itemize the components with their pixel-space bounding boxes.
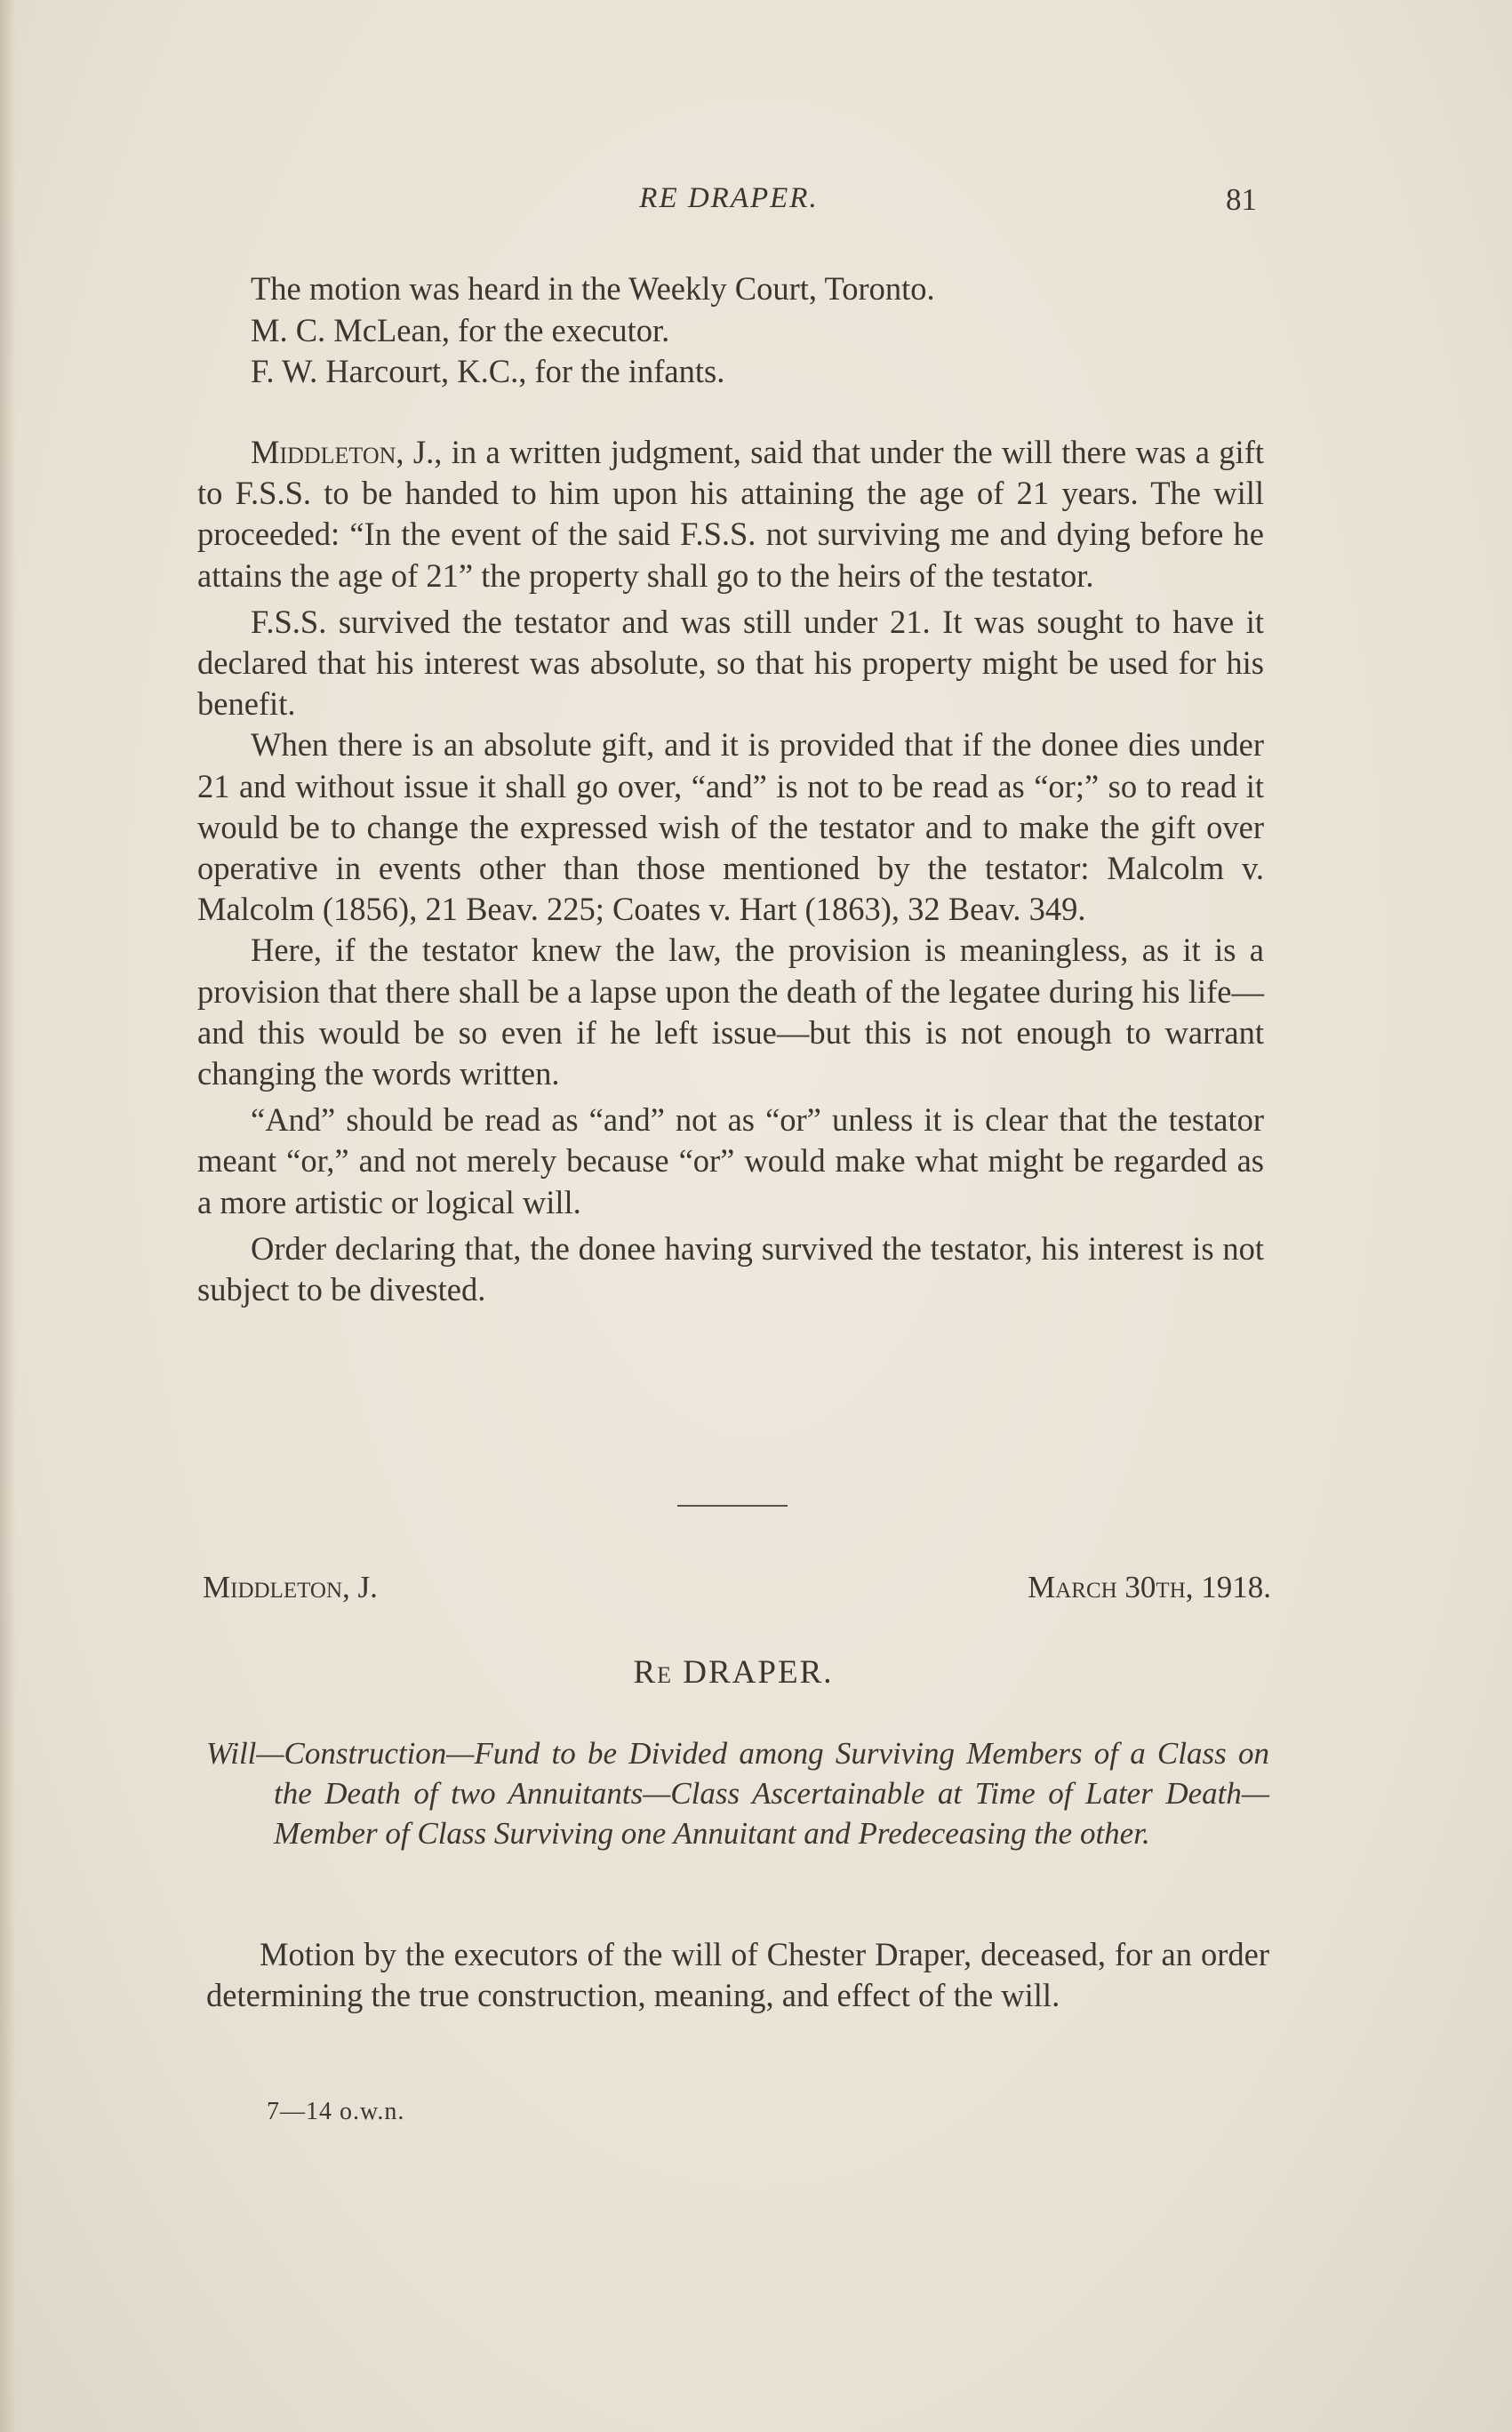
counsel-line: The motion was heard in the Weekly Court, Toronto.: [251, 270, 935, 307]
headnote-text: Will—Construction—Fund to be Divided among Surviving Members of a Class on the Death of two Annuitants—Class Ascertainable at Time of Later Death—Member of Class Surviving one Annuitant and Predeceasing the other.: [206, 1736, 1269, 1851]
running-head-title: RE DRAPER.: [639, 182, 819, 214]
counsel-line: M. C. McLean, for the executor.: [251, 311, 670, 348]
section-divider: [677, 1505, 788, 1507]
judgment-paragraph: Middleton, J., in a written judgment, said that under the will there was a gift to F.S.S. to be handed to him upon his attaining the age of 21 years. The will proceeded: “In the event of the said F.S.S. not surviving me and dying before he attains the age of 21” the property shall go to the heirs of the testator.: [197, 434, 1264, 594]
page-number: 81: [1226, 182, 1257, 217]
case-title: Re DRAPER.: [633, 1654, 834, 1691]
judgment-paragraph: When there is an absolute gift, and it is provided that if the donee dies under 21 and without issue it shall go over, “and” is not to be read as “or;” so to read it would be to change the expressed wish of the testator and to make the gift over operative in events other than those mentioned by the testator: Malcolm v. Malcolm (1856), 21 Beav. 225; Coates v. Hart (1863), 32 Beav. 349.: [197, 726, 1264, 928]
headnote: [206, 1733, 1269, 1853]
case-date: March 30th, 1918.: [1028, 1570, 1271, 1604]
motion-text: [206, 1934, 1269, 2016]
case-judge: Middleton, J.: [203, 1570, 378, 1604]
judge-name: Middleton: [251, 434, 396, 470]
counsel-block: [251, 268, 1264, 393]
motion-paragraph: Motion by the executors of the will of Chester Draper, deceased, for an order determining the true construction, meaning, and effect of the will.: [206, 1936, 1269, 2014]
case-header: [203, 1570, 1271, 1614]
judgment-paragraph: Here, if the testator knew the law, the provision is meaningless, as it is a provision that there shall be a lapse upon the death of the legatee during his life—and this would be so even if he left issue—but this is not enough to warrant changing the words written.: [197, 932, 1264, 1092]
judgment-paragraph: F.S.S. survived the testator and was still under 21. It was sought to have it declared that his interest was absolute, so that his property might be used for his benefit.: [197, 603, 1264, 723]
page-edge-shadow: [0, 0, 16, 2432]
judgment-body: [197, 432, 1264, 1310]
judgment-paragraph: Order declaring that, the donee having survived the testator, his interest is not subject to be divested.: [197, 1229, 1264, 1308]
judgment-paragraph: “And” should be read as “and” not as “or” unless it is clear that the testator meant “or,” and not merely because “or” would make what might be regarded as a more artistic or logical will.: [197, 1101, 1264, 1220]
running-head: [0, 182, 1512, 227]
signature-mark: 7—14 o.w.n.: [267, 2098, 405, 2125]
counsel-line: F. W. Harcourt, K.C., for the infants.: [251, 353, 725, 389]
